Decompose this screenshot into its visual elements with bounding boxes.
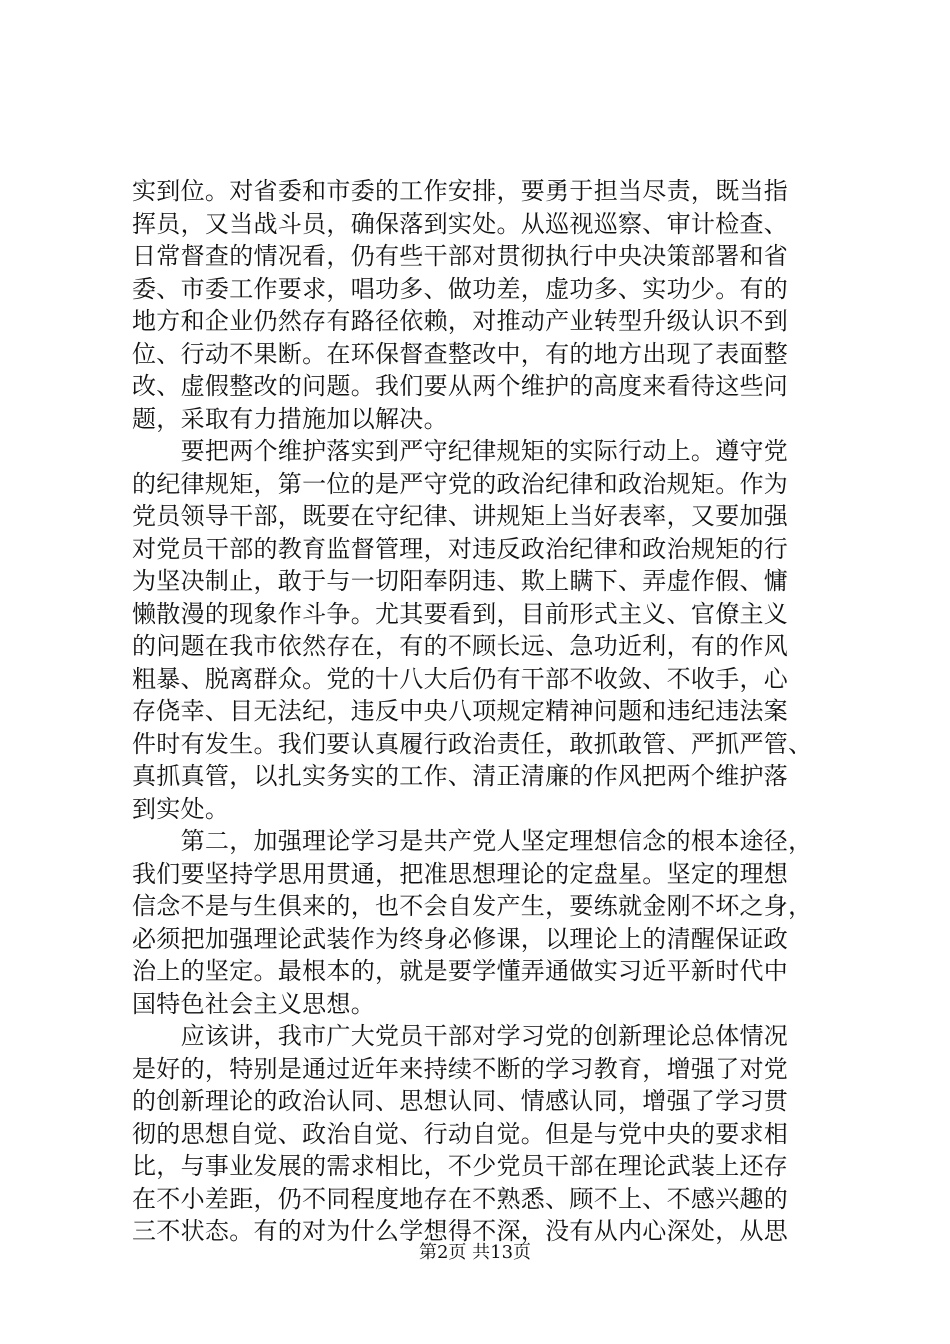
text-line: 为坚决制止，敢于与一切阳奉阴违、欺上瞒下、弄虚作假、慵 xyxy=(132,567,789,595)
text-line: 真抓真管，以扎实务实的工作、清正清廉的作风把两个维护落 xyxy=(132,762,789,790)
text-line: 委、市委工作要求，唱功多、做功差，虚功多、实功少。有的 xyxy=(132,274,789,303)
text-line: 题，采取有力措施加以解决。 xyxy=(132,404,448,433)
text-line: 信念不是与生俱来的，也不会自发产生，要练就金刚不坏之身， xyxy=(132,892,813,920)
text-line: 党员领导干部，既要在守纪律、讲规矩上当好表率，又要加强 xyxy=(132,502,789,530)
text-line: 懒散漫的现象作斗争。尤其要看到，目前形式主义、官僚主义 xyxy=(132,599,789,628)
text-line: 地方和企业仍然存有路径依赖，对推动产业转型升级认识不到 xyxy=(132,307,789,335)
text-line: 改、虚假整改的问题。我们要从两个维护的高度来看待这些问 xyxy=(132,372,789,400)
text-line: 件时有发生。我们要认真履行政治责任，敢抓敢管、严抓严管、 xyxy=(132,729,813,758)
text-line: 必须把加强理论武装作为终身必修课，以理论上的清醒保证政 xyxy=(132,924,789,953)
text-line: 应该讲，我市广大党员干部对学习党的创新理论总体情况 xyxy=(132,1022,789,1050)
text-line: 要把两个维护落实到严守纪律规矩的实际行动上。遵守党 xyxy=(132,437,789,465)
text-line: 到实处。 xyxy=(132,794,230,823)
text-line: 国特色社会主义思想。 xyxy=(132,989,375,1018)
text-line: 的纪律规矩，第一位的是严守党的政治纪律和政治规矩。作为 xyxy=(132,469,789,498)
text-line: 比，与事业发展的需求相比，不少党员干部在理论武装上还存 xyxy=(132,1152,789,1180)
text-line: 是好的，特别是通过近年来持续不断的学习教育，增强了对党 xyxy=(132,1054,789,1083)
text-line: 实到位。对省委和市委的工作安排，要勇于担当尽责，既当指 xyxy=(132,177,789,205)
text-line: 彻的思想自觉、政治自觉、行动自觉。但是与党中央的要求相 xyxy=(132,1119,789,1148)
text-line: 第二，加强理论学习是共产党人坚定理想信念的根本途径， xyxy=(132,827,813,855)
text-line: 位、行动不果断。在环保督查整改中，有的地方出现了表面整 xyxy=(132,339,789,368)
text-line: 的创新理论的政治认同、思想认同、情感认同，增强了学习贯 xyxy=(132,1087,789,1115)
text-line: 三不状态。有的对为什么学想得不深，没有从内心深处，从思 xyxy=(132,1217,789,1245)
body-text xyxy=(132,175,828,1248)
text-line: 日常督查的情况看，仍有些干部对贯彻执行中央决策部署和省 xyxy=(132,242,789,270)
text-line: 存侥幸、目无法纪，违反中央八项规定精神问题和违纪违法案 xyxy=(132,697,789,725)
text-line: 挥员，又当战斗员，确保落到实处。从巡视巡察、审计检查、 xyxy=(132,209,789,238)
text-line: 治上的坚定。最根本的，就是要学懂弄通做实习近平新时代中 xyxy=(132,957,789,985)
text-line: 粗暴、脱离群众。党的十八大后仍有干部不收敛、不收手，心 xyxy=(132,664,789,693)
text-line: 在不小差距，仍不同程度地存在不熟悉、顾不上、不感兴趣的 xyxy=(132,1184,789,1213)
text-line: 对党员干部的教育监督管理，对违反政治纪律和政治规矩的行 xyxy=(132,534,789,563)
text-line: 的问题在我市依然存在，有的不顾长远、急功近利，有的作风 xyxy=(132,632,789,660)
text-line: 我们要坚持学思用贯通，把准思想理论的定盘星。坚定的理想 xyxy=(132,859,789,888)
page-footer: 第2页 共13页 xyxy=(418,1242,532,1263)
